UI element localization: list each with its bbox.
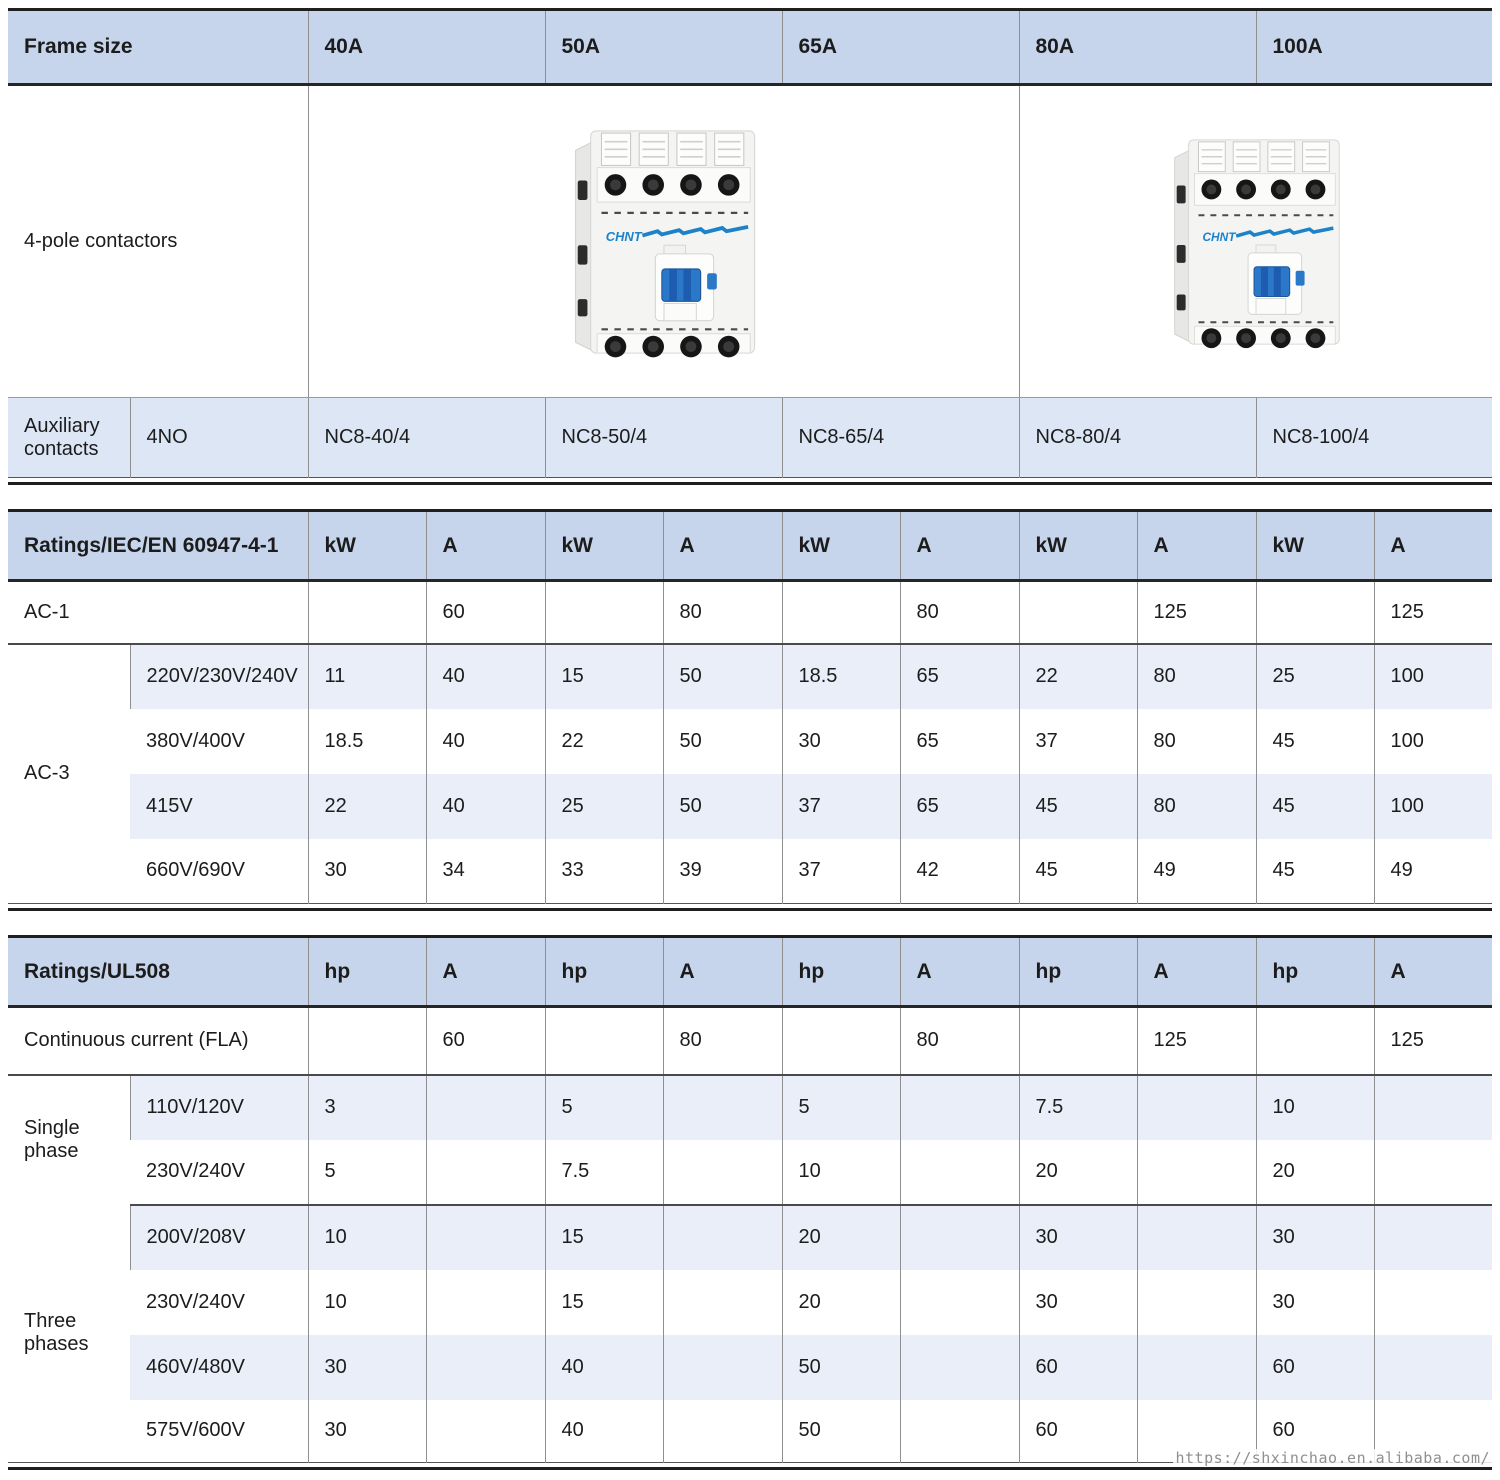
unit-hp-header: hp <box>782 937 900 1007</box>
value-cell: 50 <box>782 1335 900 1400</box>
value-cell: 60 <box>426 1007 545 1075</box>
empty-cell <box>426 1400 545 1463</box>
unit-kw-header: kW <box>1256 511 1374 581</box>
value-cell: 22 <box>1019 644 1137 709</box>
aux-model-cell: NC8-80/4 <box>1019 398 1256 478</box>
value-cell: 40 <box>545 1335 663 1400</box>
voltage-label: 110V/120V <box>130 1075 308 1140</box>
empty-cell <box>900 1075 1019 1140</box>
frame-size-table <box>8 8 1492 478</box>
value-cell: 39 <box>663 839 782 904</box>
value-cell: 30 <box>1256 1205 1374 1270</box>
value-cell: 34 <box>426 839 545 904</box>
ac3-label: AC-3 <box>8 644 130 904</box>
value-cell: 10 <box>308 1270 426 1335</box>
value-cell: 50 <box>663 774 782 839</box>
value-cell: 37 <box>1019 709 1137 774</box>
frame-size-table-section <box>8 8 1492 485</box>
empty-cell <box>1137 1205 1256 1270</box>
value-cell: 125 <box>1374 581 1492 644</box>
value-cell: 22 <box>545 709 663 774</box>
voltage-label: 230V/240V <box>146 1290 245 1313</box>
voltage-label: 200V/208V <box>130 1205 308 1270</box>
aux-contacts-type: 4NO <box>130 398 308 478</box>
empty-cell <box>1019 1007 1137 1075</box>
empty-cell <box>1374 1270 1492 1335</box>
aux-contacts-label: Auxiliary contacts <box>8 398 130 478</box>
contactor-photo-icon <box>556 118 772 366</box>
value-cell: 42 <box>900 839 1019 904</box>
value-cell: 125 <box>1374 1007 1492 1075</box>
three-phase-label: Three phases <box>8 1205 130 1463</box>
value-cell: 30 <box>1019 1205 1137 1270</box>
empty-cell <box>426 1140 545 1205</box>
empty-cell <box>900 1400 1019 1463</box>
empty-cell <box>900 1335 1019 1400</box>
empty-cell <box>663 1140 782 1205</box>
empty-cell <box>426 1270 545 1335</box>
unit-a-header: A <box>900 937 1019 1007</box>
value-cell: 50 <box>782 1400 900 1463</box>
unit-a-header: A <box>900 511 1019 581</box>
aux-model-cell: NC8-50/4 <box>545 398 782 478</box>
value-cell: 65 <box>900 644 1019 709</box>
empty-cell <box>782 581 900 644</box>
voltage-label: 575V/600V <box>146 1419 245 1442</box>
product-row <box>8 85 1492 398</box>
frame-size-65a: 65A <box>782 10 1019 85</box>
value-cell: 50 <box>663 709 782 774</box>
ul-title: Ratings/UL508 <box>8 937 308 1007</box>
ac1-label: AC-1 <box>8 581 308 644</box>
ac3-row <box>8 839 1492 904</box>
value-cell: 40 <box>426 774 545 839</box>
product-row-label: 4-pole contactors <box>8 85 308 398</box>
iec-title: Ratings/IEC/EN 60947-4-1 <box>8 511 308 581</box>
empty-cell <box>663 1270 782 1335</box>
value-cell: 80 <box>663 1007 782 1075</box>
iec-ratings-table-section <box>8 509 1492 911</box>
frame-size-100a: 100A <box>1256 10 1492 85</box>
single-phase-row <box>8 1075 1492 1140</box>
value-cell: 20 <box>782 1205 900 1270</box>
value-cell: 60 <box>426 581 545 644</box>
fla-row <box>8 1007 1492 1075</box>
value-cell: 60 <box>1256 1335 1374 1400</box>
value-cell: 45 <box>1019 839 1137 904</box>
value-cell: 7.5 <box>545 1140 663 1205</box>
empty-cell <box>426 1075 545 1140</box>
value-cell: 80 <box>900 1007 1019 1075</box>
value-cell: 65 <box>900 709 1019 774</box>
contactor-photo-icon <box>1156 128 1356 356</box>
unit-kw-header: kW <box>545 511 663 581</box>
ac3-row <box>8 709 1492 774</box>
empty-cell <box>900 1205 1019 1270</box>
frame-size-header: Frame size <box>8 10 308 85</box>
value-cell: 25 <box>545 774 663 839</box>
empty-cell <box>308 581 426 644</box>
empty-cell <box>1019 581 1137 644</box>
value-cell: 49 <box>1137 839 1256 904</box>
value-cell: 45 <box>1256 839 1374 904</box>
value-cell: 33 <box>545 839 663 904</box>
unit-a-header: A <box>1374 937 1492 1007</box>
value-cell: 5 <box>545 1075 663 1140</box>
value-cell: 30 <box>782 709 900 774</box>
voltage-label: 460V/480V <box>130 1335 308 1400</box>
value-cell: 45 <box>1256 774 1374 839</box>
empty-cell <box>308 1007 426 1075</box>
value-cell: 65 <box>900 774 1019 839</box>
frame-size-80a: 80A <box>1019 10 1256 85</box>
value-cell: 30 <box>1256 1270 1374 1335</box>
empty-cell <box>663 1335 782 1400</box>
empty-cell <box>1374 1205 1492 1270</box>
value-cell: 49 <box>1374 839 1492 904</box>
unit-a-header: A <box>663 511 782 581</box>
ac1-row <box>8 581 1492 644</box>
value-cell: 60 <box>1019 1400 1137 1463</box>
value-cell: 100 <box>1374 774 1492 839</box>
value-cell: 15 <box>545 644 663 709</box>
unit-a-header: A <box>1374 511 1492 581</box>
empty-cell <box>1137 1335 1256 1400</box>
aux-model-cell: NC8-65/4 <box>782 398 1019 478</box>
empty-cell <box>782 1007 900 1075</box>
value-cell: 30 <box>308 1335 426 1400</box>
value-cell: 30 <box>308 839 426 904</box>
value-cell: 10 <box>308 1205 426 1270</box>
value-cell: 60 <box>1019 1335 1137 1400</box>
empty-cell <box>1256 581 1374 644</box>
value-cell: 18.5 <box>782 644 900 709</box>
value-cell: 80 <box>1137 644 1256 709</box>
value-cell: 5 <box>782 1075 900 1140</box>
value-cell: 18.5 <box>308 709 426 774</box>
value-cell: 37 <box>782 774 900 839</box>
value-cell: 100 <box>1374 644 1492 709</box>
unit-kw-header: kW <box>1019 511 1137 581</box>
value-cell: 60 <box>1256 1400 1374 1463</box>
value-cell: 22 <box>308 774 426 839</box>
auxiliary-contacts-row <box>8 398 1492 478</box>
value-cell: 30 <box>1019 1270 1137 1335</box>
value-cell: 45 <box>1019 774 1137 839</box>
unit-a-header: A <box>1137 511 1256 581</box>
unit-hp-header: hp <box>1256 937 1374 1007</box>
value-cell: 5 <box>308 1140 426 1205</box>
value-cell: 25 <box>1256 644 1374 709</box>
iec-ratings-table <box>8 509 1492 904</box>
value-cell: 80 <box>1137 709 1256 774</box>
empty-cell <box>1137 1270 1256 1335</box>
empty-cell <box>1374 1075 1492 1140</box>
unit-hp-header: hp <box>308 937 426 1007</box>
unit-kw-header: kW <box>308 511 426 581</box>
empty-cell <box>900 1140 1019 1205</box>
ul508-ratings-table-section <box>8 935 1492 1470</box>
value-cell: 11 <box>308 644 426 709</box>
value-cell: 40 <box>426 709 545 774</box>
voltage-label: 230V/240V <box>130 1140 308 1205</box>
voltage-label: 660V/690V <box>146 859 245 882</box>
three-phase-row <box>8 1335 1492 1400</box>
value-cell: 20 <box>782 1270 900 1335</box>
empty-cell <box>1256 1007 1374 1075</box>
ac3-row <box>8 644 1492 709</box>
value-cell: 15 <box>545 1270 663 1335</box>
single-phase-row <box>8 1140 1492 1205</box>
fla-label: Continuous current (FLA) <box>8 1007 308 1075</box>
watermark-url: https://shxinchao.en.alibaba.com/ <box>1175 1449 1490 1467</box>
value-cell: 37 <box>782 839 900 904</box>
aux-model-cell: NC8-40/4 <box>308 398 545 478</box>
product-photo-cell-small <box>308 85 1019 398</box>
frame-size-50a: 50A <box>545 10 782 85</box>
ul-header-row <box>8 937 1492 1007</box>
three-phase-row <box>8 1270 1492 1335</box>
value-cell: 100 <box>1374 709 1492 774</box>
three-phase-row <box>8 1205 1492 1270</box>
value-cell: 40 <box>426 644 545 709</box>
empty-cell <box>663 1400 782 1463</box>
value-cell: 80 <box>1137 774 1256 839</box>
unit-a-header: A <box>426 511 545 581</box>
ul508-ratings-table <box>8 935 1492 1463</box>
unit-kw-header: kW <box>782 511 900 581</box>
empty-cell <box>545 581 663 644</box>
voltage-label: 415V <box>130 774 308 839</box>
empty-cell <box>663 1075 782 1140</box>
voltage-label: 380V/400V <box>146 729 245 752</box>
unit-a-header: A <box>663 937 782 1007</box>
value-cell: 10 <box>1256 1075 1374 1140</box>
value-cell: 40 <box>545 1400 663 1463</box>
empty-cell <box>663 1205 782 1270</box>
empty-cell <box>545 1007 663 1075</box>
unit-hp-header: hp <box>545 937 663 1007</box>
value-cell: 10 <box>782 1140 900 1205</box>
empty-cell <box>900 1270 1019 1335</box>
empty-cell <box>426 1335 545 1400</box>
frame-size-header-row <box>8 10 1492 85</box>
empty-cell <box>1137 1075 1256 1140</box>
value-cell: 3 <box>308 1075 426 1140</box>
value-cell: 7.5 <box>1019 1075 1137 1140</box>
unit-a-header: A <box>1137 937 1256 1007</box>
empty-cell <box>1374 1140 1492 1205</box>
empty-cell <box>1137 1140 1256 1205</box>
ac3-row <box>8 774 1492 839</box>
value-cell: 30 <box>308 1400 426 1463</box>
value-cell: 20 <box>1256 1140 1374 1205</box>
value-cell: 20 <box>1019 1140 1137 1205</box>
single-phase-label: Single phase <box>8 1075 130 1205</box>
unit-a-header: A <box>426 937 545 1007</box>
frame-size-40a: 40A <box>308 10 545 85</box>
value-cell: 15 <box>545 1205 663 1270</box>
value-cell: 80 <box>663 581 782 644</box>
voltage-label: 220V/230V/240V <box>130 644 308 709</box>
iec-header-row <box>8 511 1492 581</box>
value-cell: 80 <box>900 581 1019 644</box>
empty-cell <box>1374 1335 1492 1400</box>
empty-cell <box>426 1205 545 1270</box>
product-photo-cell-large <box>1019 85 1492 398</box>
value-cell: 50 <box>663 644 782 709</box>
value-cell: 125 <box>1137 1007 1256 1075</box>
aux-model-cell: NC8-100/4 <box>1256 398 1492 478</box>
value-cell: 45 <box>1256 709 1374 774</box>
unit-hp-header: hp <box>1019 937 1137 1007</box>
value-cell: 125 <box>1137 581 1256 644</box>
